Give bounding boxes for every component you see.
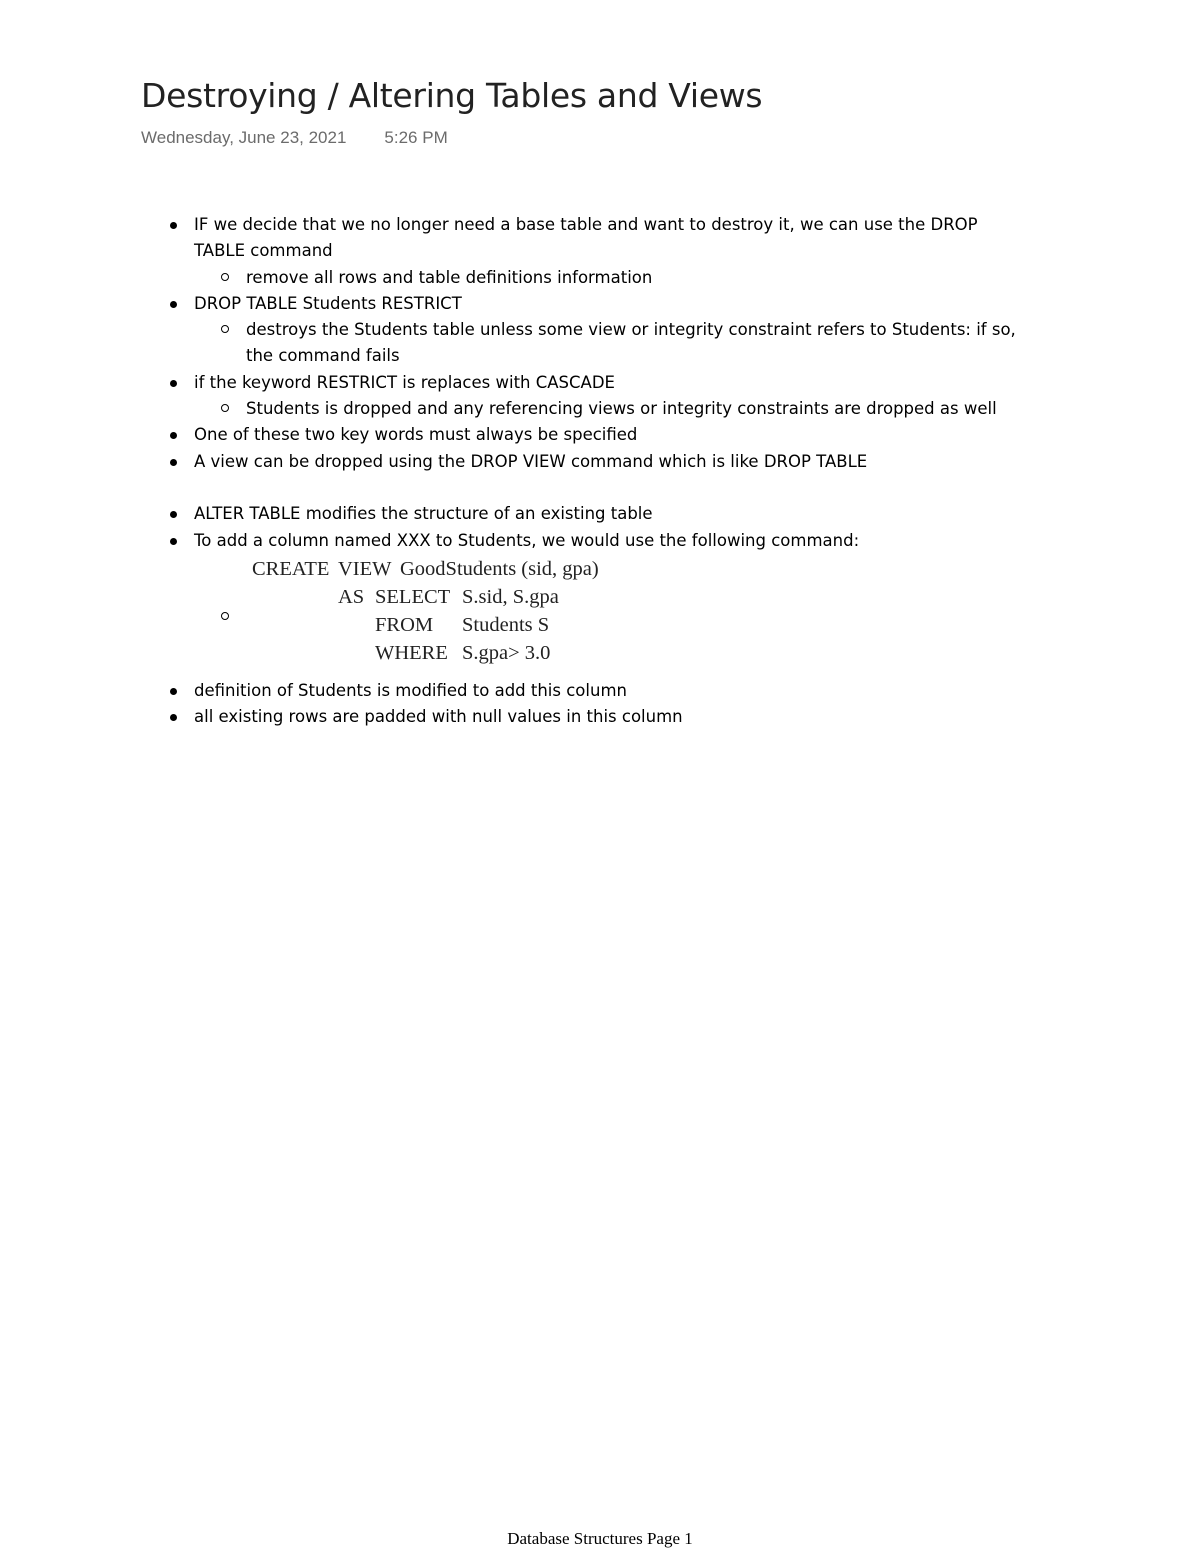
sub-list-item: destroys the Students table unless some view or integrity constraint refers to Students: if so, — [0, 317, 1200, 343]
bullet-icon — [170, 688, 177, 695]
bullet-icon — [170, 432, 177, 439]
hollow-bullet-icon — [221, 325, 229, 333]
sql-keyword-create: CREATE — [252, 557, 330, 580]
list-item: all existing rows are padded with null values in this column — [0, 704, 1200, 730]
bullet-icon — [170, 459, 177, 466]
sub-list-item: Students is dropped and any referencing views or integrity constraints are dropped as well — [0, 396, 1200, 422]
list-item: definition of Students is modified to add this column — [0, 678, 1200, 704]
bullet-icon — [170, 538, 177, 545]
list-item: DROP TABLE Students RESTRICT — [0, 291, 1200, 317]
page-date: Wednesday, June 23, 2021 — [141, 128, 347, 147]
sql-keyword-view: VIEW — [338, 557, 392, 580]
sql-keyword-where: WHERE — [375, 641, 448, 664]
sub-list-item-continuation: the command fails — [246, 346, 400, 366]
bullet-icon — [170, 222, 177, 229]
list-item: if the keyword RESTRICT is replaces with CASCADE — [0, 370, 1200, 396]
sql-from-table: Students S — [462, 613, 550, 636]
hollow-bullet-icon — [221, 273, 229, 281]
blank-line — [0, 475, 1200, 501]
hollow-bullet-icon — [221, 404, 229, 412]
bullet-icon — [170, 301, 177, 308]
page-time: 5:26 PM — [384, 128, 448, 147]
list-item: To add a column named XXX to Students, we would use the following command: — [0, 528, 1200, 554]
bullet-icon — [170, 380, 177, 387]
bullet-icon — [170, 714, 177, 721]
note-body — [0, 212, 1200, 730]
page-meta — [141, 128, 448, 148]
list-item: ALTER TABLE modifies the structure of an existing table — [0, 501, 1200, 527]
page-title: Destroying / Altering Tables and Views — [141, 76, 763, 115]
sql-where-condition: S.gpa> 3.0 — [462, 641, 551, 664]
sql-snippet-item — [0, 554, 1200, 678]
list-item-continuation: TABLE command — [194, 241, 333, 261]
sub-list-item: remove all rows and table definitions information — [0, 265, 1200, 291]
list-item: IF we decide that we no longer need a base table and want to destroy it, we can use the DROP — [0, 212, 1200, 238]
sql-view-name: GoodStudents (sid, gpa) — [400, 557, 599, 580]
bullet-icon — [170, 511, 177, 518]
list-item: A view can be dropped using the DROP VIEW command which is like DROP TABLE — [0, 449, 1200, 475]
sql-select-columns: S.sid, S.gpa — [462, 585, 559, 608]
sql-keyword-select: SELECT — [375, 585, 451, 608]
sql-keyword-as: AS — [338, 585, 365, 608]
sql-keyword-from: FROM — [375, 613, 434, 636]
list-item: One of these two key words must always be specified — [0, 422, 1200, 448]
hollow-bullet-icon — [221, 612, 229, 620]
page-footer: Database Structures Page 1 — [507, 1529, 693, 1548]
